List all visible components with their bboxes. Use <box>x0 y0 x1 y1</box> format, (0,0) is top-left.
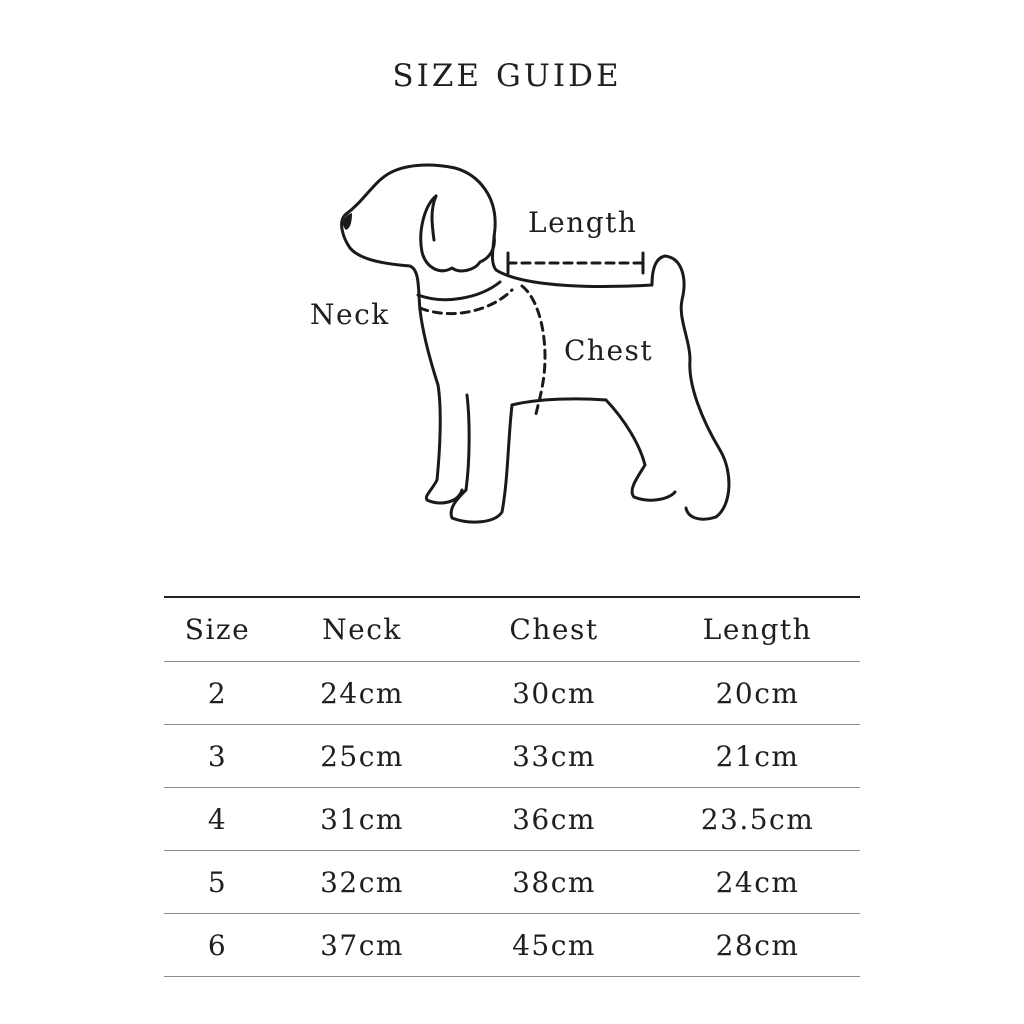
title-word-size: SIZE <box>392 58 483 94</box>
table-row <box>164 725 860 788</box>
cell-length: 20cm <box>655 662 860 725</box>
cell-neck: 24cm <box>271 662 453 725</box>
table-row <box>164 788 860 851</box>
size-table <box>164 596 860 977</box>
title-word-guide: GUIDE <box>496 58 622 94</box>
cell-size: 5 <box>164 851 271 914</box>
cell-length: 28cm <box>655 914 860 977</box>
chest-label: Chest <box>564 334 654 367</box>
cell-neck: 32cm <box>271 851 453 914</box>
cell-size: 6 <box>164 914 271 977</box>
neck-label: Neck <box>310 298 390 331</box>
cell-chest: 45cm <box>453 914 655 977</box>
table-row <box>164 851 860 914</box>
header-chest: Chest <box>453 597 655 662</box>
header-size: Size <box>164 597 271 662</box>
cell-neck: 25cm <box>271 725 453 788</box>
header-length: Length <box>655 597 860 662</box>
cell-size: 2 <box>164 662 271 725</box>
cell-length: 23.5cm <box>655 788 860 851</box>
cell-length: 24cm <box>655 851 860 914</box>
length-label: Length <box>528 206 638 239</box>
cell-chest: 30cm <box>453 662 655 725</box>
cell-size: 3 <box>164 725 271 788</box>
page-title <box>0 58 1014 94</box>
table-header-row <box>164 597 860 662</box>
cell-neck: 37cm <box>271 914 453 977</box>
cell-size: 4 <box>164 788 271 851</box>
cell-chest: 33cm <box>453 725 655 788</box>
header-neck: Neck <box>271 597 453 662</box>
cell-chest: 38cm <box>453 851 655 914</box>
table-row <box>164 914 860 977</box>
cell-neck: 31cm <box>271 788 453 851</box>
cell-chest: 36cm <box>453 788 655 851</box>
table-row <box>164 662 860 725</box>
cell-length: 21cm <box>655 725 860 788</box>
